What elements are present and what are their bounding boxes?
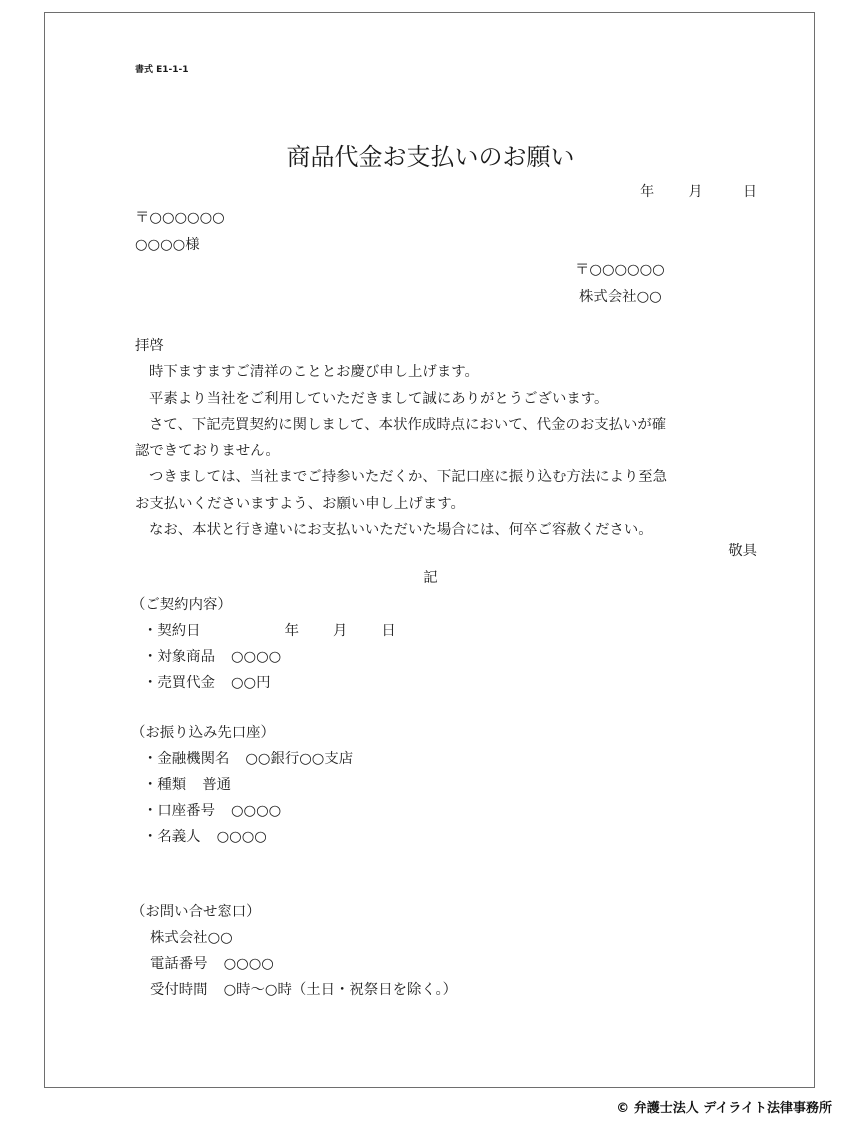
contract-price-row <box>131 670 631 696</box>
contact-hours-row <box>131 977 631 1003</box>
copyright-notice: © 弁護士法人 デイライト法律事務所 <box>616 1101 832 1116</box>
contact-heading: （お問い合せ窓口） <box>131 904 261 920</box>
contact-section <box>131 899 631 1003</box>
contact-hours-value: ○時～○時（土日・祝祭日を除く。） <box>223 982 458 998</box>
contact-phone-value: ○○○○ <box>223 956 274 972</box>
contract-heading: （ご契約内容） <box>131 597 232 613</box>
contract-date-label: ・契約日 <box>143 623 201 639</box>
contract-date-day: 日 <box>381 623 396 639</box>
contract-product-value: ○○○○ <box>230 649 282 665</box>
contract-date-row <box>131 618 631 644</box>
sender-postal: 〒○○○○○○ <box>575 262 665 278</box>
bank-account-value: ○○○○ <box>230 803 282 819</box>
letter-body <box>135 333 765 543</box>
paragraph-line: なお、本状と行き違いにお支払いいただいた場合には、何卒ご容赦ください。 <box>149 522 653 539</box>
contract-price-label: ・売買代金 <box>143 675 215 691</box>
contact-hours-label: 受付時間 <box>150 982 208 998</box>
bank-institution-label: ・金融機関名 <box>143 751 230 767</box>
paragraph-line: 認できておりません。 <box>135 443 280 460</box>
date-month: 月 <box>688 184 703 200</box>
contract-product-label: ・対象商品 <box>143 649 215 665</box>
recipient-postal: 〒○○○○○○ <box>135 210 225 226</box>
salutation: 拝啓 <box>135 338 164 354</box>
contract-date-month: 月 <box>332 623 348 639</box>
contract-section <box>131 592 631 696</box>
bank-account-label: ・口座番号 <box>143 803 215 819</box>
paragraph-line: 時下ますますご清祥のこととお慶び申し上げます。 <box>149 364 479 381</box>
bank-account-row <box>131 798 631 824</box>
closing: 敬具 <box>728 543 757 559</box>
document-title: 商品代金お支払いのお願い <box>286 143 575 171</box>
form-number: 書式 E1-1-1 <box>135 65 189 75</box>
document-page <box>44 12 815 1088</box>
contract-price-value: ○○円 <box>230 675 271 691</box>
bank-holder-row <box>131 824 631 850</box>
bank-type-value: 普通 <box>202 777 231 793</box>
bank-heading: （お振り込み先口座） <box>131 725 275 741</box>
contact-company: 株式会社○○ <box>150 930 233 946</box>
paragraph-line: さて、下記売買契約に関しまして、本状作成時点において、代金のお支払いが確 <box>149 416 667 433</box>
date-year: 年 <box>640 184 655 200</box>
recipient-name: ○○○○様 <box>135 237 200 253</box>
paragraph-line: つきましては、当社までご持参いただくか、下記口座に振り込む方法により至急 <box>149 469 668 486</box>
bank-institution-row <box>131 746 631 772</box>
bank-holder-label: ・名義人 <box>143 829 201 845</box>
date-day: 日 <box>743 184 757 200</box>
contract-product-row <box>131 644 631 670</box>
contact-phone-label: 電話番号 <box>150 956 208 972</box>
contract-date-year: 年 <box>284 623 299 639</box>
contact-phone-row <box>131 951 631 977</box>
bank-type-row <box>131 772 631 798</box>
bank-section <box>131 720 631 850</box>
paragraph-line: お支払いくださいますよう、お願い申し上げます。 <box>135 495 465 512</box>
ki-heading: 記 <box>423 570 438 586</box>
sender-company: 株式会社○○ <box>579 289 662 305</box>
paragraph-line: 平素より当社をご利用していただきまして誠にありがとうございます。 <box>149 390 609 407</box>
bank-institution-value: ○○銀行○○支店 <box>245 751 354 767</box>
date-line <box>618 181 757 201</box>
bank-type-label: ・種類 <box>143 777 187 793</box>
bank-holder-value: ○○○○ <box>216 829 267 845</box>
